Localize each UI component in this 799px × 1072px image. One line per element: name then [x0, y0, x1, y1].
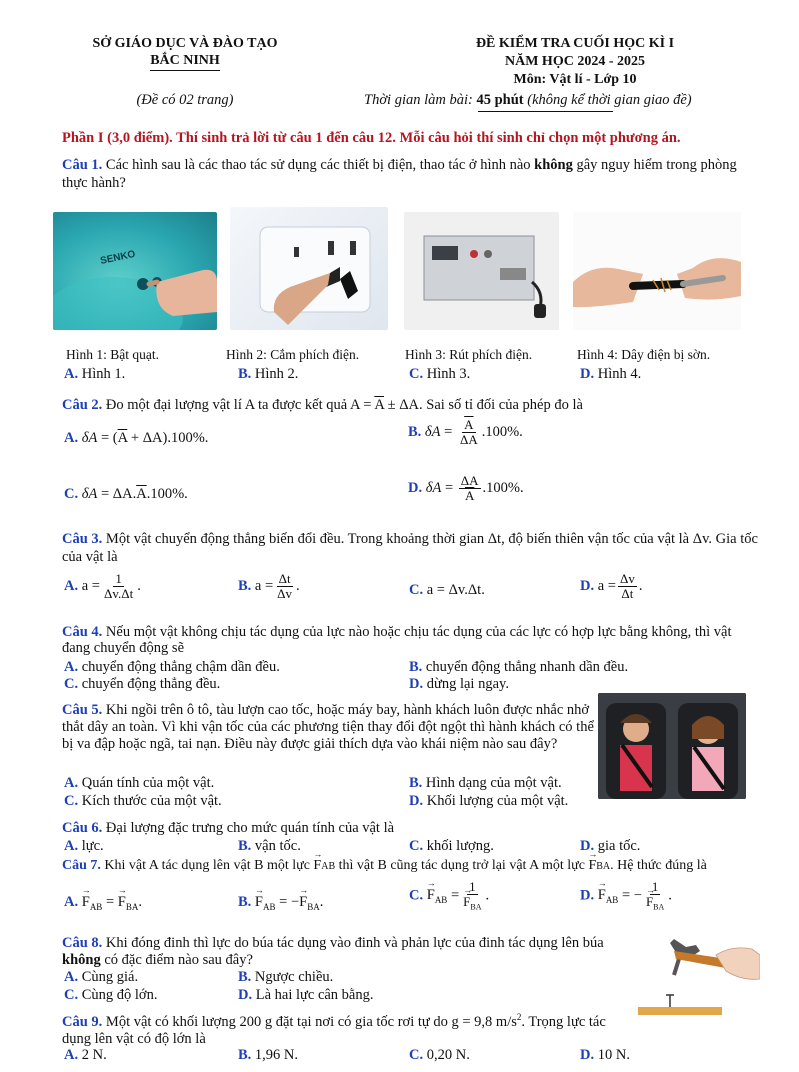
q2-formula: $A = \overline{A} \pm \Delta A$.: [350, 397, 423, 413]
q4-option-d[interactable]: [409, 676, 509, 693]
q2-option-c-formula: δA: [81, 486, 98, 502]
q7-option-d-key: D.: [580, 887, 595, 904]
q6-option-d-key: D.: [580, 838, 595, 854]
q1-option-c-text: Hình 3.: [426, 366, 471, 382]
q4-option-c[interactable]: [64, 676, 220, 693]
q3-option-b-fraction: $\frac{\Delta t}{\Delta v}$: [277, 571, 293, 601]
q6-option-b[interactable]: [238, 838, 301, 855]
q6-option-a-key: A.: [64, 838, 79, 854]
q2-option-d-suffix: .100%.: [482, 479, 524, 496]
q9-text-end: . Trọng lực tác dụng lên vật có độ lớn là: [62, 1013, 606, 1047]
q8-option-b-key: B.: [238, 969, 252, 985]
q8-option-c-key: C.: [64, 987, 79, 1003]
q5-option-a-key: A.: [64, 775, 79, 791]
q1-option-a-text: Hình 1.: [81, 366, 126, 382]
fan-brand: SENKO: [99, 248, 137, 267]
q6-option-c-text: khối lượng.: [426, 838, 494, 854]
school-year: NĂM HỌC 2024 - 2025: [505, 54, 645, 69]
q2-text-end: Sai số tỉ đối của phép đo là: [422, 397, 583, 413]
q1-option-c-key: C.: [409, 366, 424, 382]
wire-illustration: [573, 212, 741, 330]
q7-option-a-key: A.: [64, 894, 79, 910]
q2-option-b-suffix: .100%.: [481, 423, 523, 440]
q6-label: Câu 6.: [62, 820, 103, 836]
q8-text-end: có đặc điểm nào sau đây?: [100, 951, 253, 968]
q3-option-c[interactable]: [409, 582, 485, 599]
hand-icon: [716, 948, 760, 979]
socket-illustration: [230, 207, 388, 330]
q4-option-c-key: C.: [64, 676, 79, 692]
caption-figure-1: Hình 1: Bật quạt.: [66, 347, 159, 362]
question-5: [62, 702, 594, 752]
q7-option-c[interactable]: C. → $F_{AB}$ = 1 → $F_{BA}$ .: [409, 880, 489, 912]
q7-text-mid: thì vật B cũng tác dụng trở lại vật A một lực: [335, 858, 589, 873]
q2-option-b-var: δA: [424, 423, 441, 440]
q5-option-d[interactable]: [409, 793, 568, 810]
time-duration: 45 phút: [476, 92, 524, 108]
fan-illustration: [53, 212, 217, 330]
q3-text: Một vật chuyển động thẳng biến đổi đều. Trong khoảng thời gian Δt, độ biến thiên vận tốc của vật là Δv. Gia tốc của vật là: [62, 531, 758, 566]
q3-option-d[interactable]: D. a = $\frac{\Delta v}{\Delta t}$ .: [580, 571, 643, 601]
q5-label: Câu 5.: [62, 702, 103, 718]
question-8: [62, 935, 622, 969]
exam-title: ĐỀ KIỂM TRA CUỐI HỌC KÌ I: [475, 36, 675, 51]
q2-option-b[interactable]: B. δA = $\frac{\overline{A}}{\Delta A}$ .100%.: [408, 417, 523, 447]
q9-option-a[interactable]: [64, 1047, 107, 1064]
q5-option-b[interactable]: [409, 775, 562, 792]
q3-option-a-fraction: $\frac{1}{\Delta v.\Delta t}$: [103, 571, 134, 601]
q7-option-d-fraction: 1 → $F_{BA}$: [644, 880, 666, 912]
q7-force-ba-sub: BA: [596, 861, 611, 872]
q7-force-ab-sub: AB: [321, 861, 336, 872]
q2-option-a-key: A.: [64, 430, 79, 446]
q1-option-a[interactable]: [64, 366, 125, 383]
q4-option-b-key: B.: [409, 659, 423, 675]
q2-option-d[interactable]: D. δA = $\frac{\Delta A}{A}$ .100%.: [408, 473, 524, 503]
q2-option-c-key: C.: [64, 486, 79, 502]
q8-emphasis: không: [62, 951, 101, 968]
q5-option-d-key: D.: [409, 793, 424, 809]
q5-option-d-text: Khối lượng của một vật.: [426, 793, 569, 809]
q8-option-b-text: Ngược chiều.: [254, 969, 334, 985]
q6-option-d-text: gia tốc.: [597, 838, 641, 854]
q1-emphasis: không: [534, 157, 573, 173]
q9-option-b[interactable]: [238, 1047, 298, 1064]
q4-option-c-text: chuyển động thẳng đều.: [81, 676, 221, 692]
q2-option-d-fraction: $\frac{\Delta A}{A}$: [460, 473, 479, 503]
caption-figure-3: Hình 3: Rút phích điện.: [405, 347, 533, 362]
q4-option-a[interactable]: [64, 659, 280, 676]
q1-text-end: gây nguy hiểm trong phòng thực hành?: [62, 157, 737, 192]
q5-option-b-key: B.: [409, 775, 423, 791]
q1-option-b-text: Hình 2.: [254, 366, 299, 382]
q5-option-a[interactable]: [64, 775, 214, 792]
q5-option-c[interactable]: [64, 793, 222, 810]
q2-label: Câu 2.: [62, 397, 103, 413]
q2-option-a-formula: δA: [81, 430, 98, 446]
q8-option-d[interactable]: [238, 987, 374, 1004]
hammer-nail-illustration: [630, 925, 760, 1025]
q9-option-c-text: 0,20 N.: [426, 1047, 470, 1063]
q1-option-b[interactable]: [238, 366, 298, 383]
q7-option-b-key: B.: [238, 894, 252, 910]
q9-option-c-key: C.: [409, 1047, 424, 1063]
q9-option-d[interactable]: [580, 1047, 630, 1064]
q9-option-c[interactable]: [409, 1047, 470, 1064]
q8-option-c[interactable]: [64, 987, 157, 1004]
q6-option-b-text: vận tốc.: [254, 838, 301, 854]
q1-label: Câu 1.: [62, 157, 103, 173]
q7-text-end: . Hệ thức đúng là: [610, 858, 707, 873]
part-heading: Phần I (3,0 điểm). Thí sinh trả lời từ câu 1 đến câu 12. Mỗi câu hỏi thí sinh chỉ chọn một phương án.: [62, 130, 681, 146]
province-block: [60, 52, 310, 70]
q7-option-a[interactable]: A. → $F_{AB}$ = → $F_{BA}$.: [64, 894, 142, 913]
header-rule: [478, 111, 613, 112]
q6-option-c[interactable]: [409, 838, 494, 855]
q4-option-b-text: chuyển động thẳng nhanh dần đều.: [425, 659, 629, 675]
question-4: [62, 624, 762, 656]
q8-label: Câu 8.: [62, 935, 103, 951]
q8-option-a[interactable]: [64, 969, 138, 986]
time-limit: [364, 92, 764, 109]
q4-option-a-text: chuyển động thẳng chậm dần đều.: [81, 659, 280, 675]
q8-text: Khi đóng đinh thì lực do búa tác dụng vào đinh và phản lực của đinh tác dụng lên búa: [102, 935, 604, 951]
q1-option-d[interactable]: [580, 366, 641, 383]
seatbelt-illustration: [598, 693, 746, 799]
q5-option-c-key: C.: [64, 793, 79, 809]
q1-option-a-key: A.: [64, 366, 79, 382]
q2-option-d-var: δA: [425, 479, 442, 496]
question-3: [62, 530, 762, 566]
page-count: (Đề có 02 trang): [136, 92, 234, 108]
question-7: [62, 858, 782, 875]
q4-option-b[interactable]: [409, 659, 628, 676]
q4-text: Nếu một vật không chịu tác dụng của lực nào hoặc chịu tác dụng của các lực có hợp lực bằng không, thì vật đang chuyển động sẽ: [62, 624, 732, 657]
seatbelt-kids-image: [598, 693, 746, 799]
device-illustration: [404, 212, 559, 330]
q3-option-b-key: B.: [238, 577, 252, 594]
q7-option-d[interactable]: D. → $F_{AB}$ = − 1 → $F_{BA}$ .: [580, 880, 672, 912]
q9-option-b-text: 1,96 N.: [254, 1047, 299, 1063]
q7-force-ba: → F: [588, 858, 596, 875]
q9-exponent: 2: [516, 1012, 522, 1022]
q4-option-d-text: dừng lại ngay.: [426, 676, 509, 692]
q3-option-d-key: D.: [580, 577, 595, 594]
q2-option-d-key: D.: [408, 479, 423, 496]
q9-text: Một vật có khối lượng 200 g đặt tại nơi có gia tốc rơi tự do g = 9,8 m/s: [102, 1013, 517, 1030]
q2-text: Đo một đại lượng vật lí A ta được kết quả: [102, 397, 351, 413]
province-name: BẮC NINH: [150, 53, 220, 71]
q4-option-a-key: A.: [64, 659, 79, 675]
q2-option-b-fraction: $\frac{\overline{A}}{\Delta A}$: [459, 417, 478, 447]
q8-option-b[interactable]: [238, 969, 333, 986]
question-1: [62, 156, 762, 192]
q7-text: Khi vật A tác dụng lên vật B một lực: [100, 858, 314, 873]
question-6: [62, 820, 762, 837]
time-suffix: (không kể thời gian giao đề): [523, 92, 692, 108]
q5-option-b-text: Hình dạng của một vật.: [425, 775, 562, 791]
q3-option-b[interactable]: B. a = $\frac{\Delta t}{\Delta v}$ .: [238, 571, 300, 601]
q7-option-c-fraction: 1 → $F_{BA}$: [461, 880, 483, 912]
plug-in-image: [230, 207, 388, 330]
q9-option-a-text: 2 N.: [81, 1047, 107, 1063]
q7-option-c-key: C.: [409, 887, 424, 904]
q3-option-c-formula: a = Δv.Δt.: [426, 582, 485, 598]
q1-text: Các hình sau là các thao tác sử dụng các thiết bị điện, thao tác ở hình nào: [102, 157, 535, 173]
q2-option-a[interactable]: A. $\delta A = (\overline{A} + \Delta A).100\%$.: [64, 430, 209, 446]
q8-option-d-key: D.: [238, 987, 253, 1003]
q8-option-c-text: Cùng độ lớn.: [81, 987, 158, 1003]
q3-option-c-key: C.: [409, 582, 424, 598]
q3-label: Câu 3.: [62, 531, 103, 547]
org-name: SỞ GIÁO DỤC VÀ ĐÀO TẠO: [92, 36, 278, 51]
q8-option-a-text: Cùng giá.: [81, 969, 139, 985]
q6-option-a-text: lực.: [81, 838, 104, 854]
q7-option-b[interactable]: B. → $F_{AB}$ = −→ $F_{BA}$.: [238, 894, 323, 913]
q1-option-d-text: Hình 4.: [597, 366, 642, 382]
question-9: [62, 1012, 622, 1047]
q4-option-d-key: D.: [409, 676, 424, 692]
q9-option-b-key: B.: [238, 1047, 252, 1063]
q6-option-b-key: B.: [238, 838, 252, 854]
q5-option-a-text: Quán tính của một vật.: [81, 775, 215, 791]
q8-option-d-text: Là hai lực cân bằng.: [255, 987, 374, 1003]
q1-option-b-key: B.: [238, 366, 252, 382]
q9-option-d-key: D.: [580, 1047, 595, 1063]
q5-text: Khi ngồi trên ô tô, tàu lượn cao tốc, hoặc máy bay, hành khách luôn được nhắc nhở thắt dây an toàn. Vì khi vận tốc của các phương tiện thay đổi đột ngột thì hành khách có thể bị va đập hoặc ngã, tai nạn. Điều này được giải thích dựa vào khái niệm nào sau đây?: [62, 702, 594, 752]
q1-option-d-key: D.: [580, 366, 595, 382]
q1-option-c[interactable]: [409, 366, 470, 383]
q3-option-a[interactable]: A. a = $\frac{1}{\Delta v.\Delta t}$ .: [64, 571, 141, 601]
q2-option-c[interactable]: C. $\delta A = \Delta A.\overline{A}.100\%$.: [64, 486, 188, 502]
q2-option-b-key: B.: [408, 423, 422, 440]
frayed-wire-image: [573, 212, 741, 330]
caption-figure-4: Hình 4: Dây điện bị sờn.: [577, 347, 711, 362]
q6-option-c-key: C.: [409, 838, 424, 854]
q9-option-d-text: 10 N.: [597, 1047, 630, 1063]
wood-plank-icon: [638, 1007, 722, 1015]
q3-option-a-key: A.: [64, 577, 79, 594]
unplug-image: [404, 212, 559, 330]
q8-option-a-key: A.: [64, 969, 79, 985]
q9-option-a-key: A.: [64, 1047, 79, 1063]
fan-switch-image: [53, 212, 217, 330]
q6-option-a[interactable]: [64, 838, 104, 855]
q5-option-c-text: Kích thước của một vật.: [81, 793, 222, 809]
time-prefix: Thời gian làm bài:: [364, 92, 477, 108]
q4-label: Câu 4.: [62, 624, 103, 640]
caption-figure-2: Hình 2: Cắm phích điện.: [226, 347, 360, 362]
q3-option-d-fraction: $\frac{\Delta v}{\Delta t}$: [619, 571, 635, 601]
question-2: [62, 397, 782, 414]
subject: Môn: Vật lí - Lớp 10: [513, 72, 637, 87]
q7-label: Câu 7.: [62, 858, 101, 873]
q9-label: Câu 9.: [62, 1013, 103, 1030]
q6-text: Đại lượng đặc trưng cho mức quán tính của vật là: [102, 820, 395, 836]
q7-force-ab: → F: [313, 858, 321, 875]
